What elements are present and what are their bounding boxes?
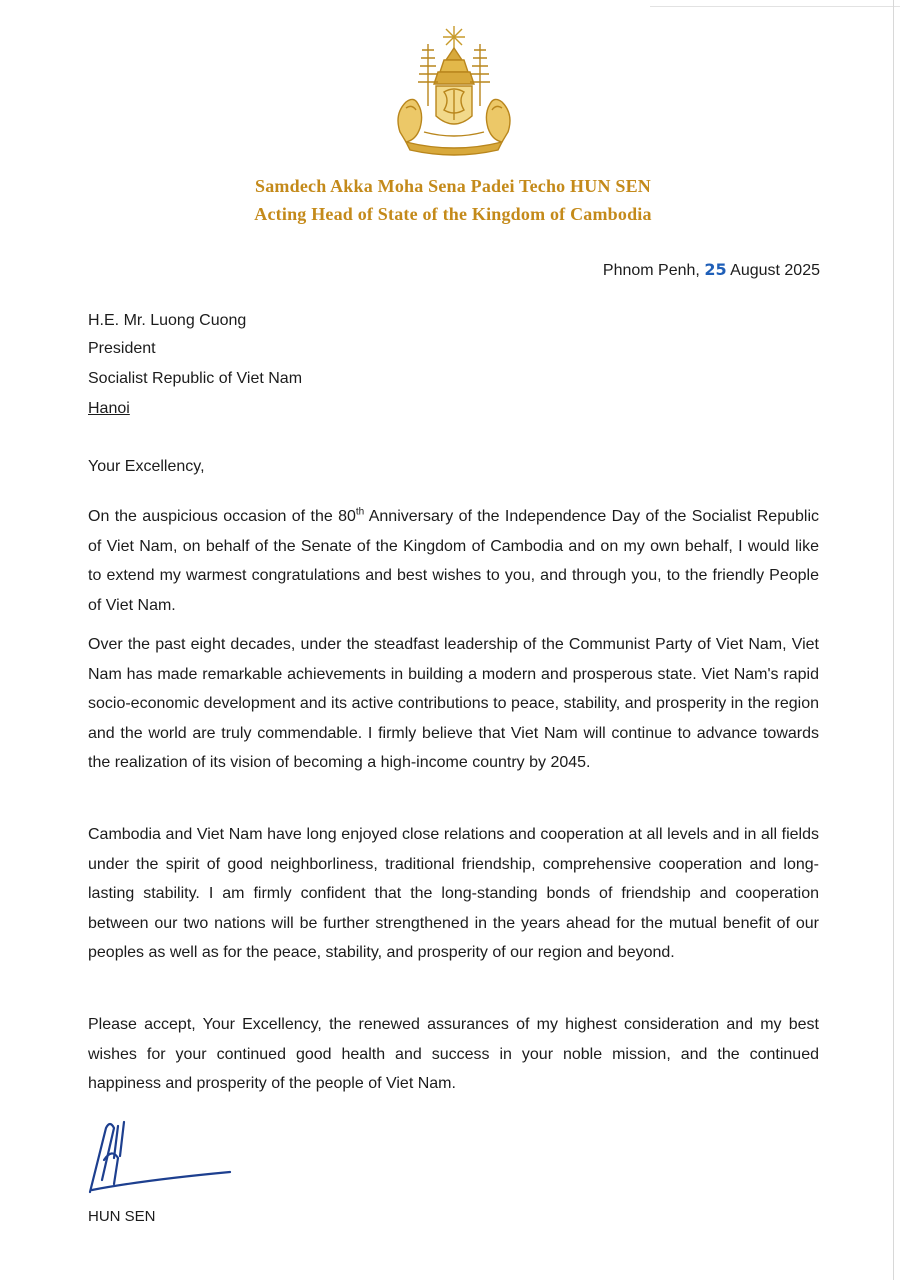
body-paragraph-4: Please accept, Your Excellency, the renewed assurances of my highest consideration and my best wishes for your continued good health and success in your noble mission, and the continued happiness and prosperity of the people of Viet Nam. bbox=[88, 1016, 819, 1092]
recipient-city: Hanoi bbox=[88, 400, 130, 417]
letterhead-title: Acting Head of State of the Kingdom of Cambodia bbox=[254, 204, 652, 224]
body-paragraph-2: Over the past eight decades, under the steadfast leadership of the Communist Party of Viet Nam, Viet Nam has made remarkable achievements in building a modern and prosperous state. Viet Nam's rapid socio-economic development and its active contributions to peace, stability, and prosperity in the region and the world are truly commendable. I firmly believe that Viet Nam will continue to advance towards the realization of its vision of becoming a high-income country by 2045. bbox=[88, 636, 819, 771]
handwritten-signature-icon bbox=[84, 1118, 244, 1202]
royal-emblem-icon bbox=[384, 24, 524, 158]
dateline-day: 25 bbox=[704, 260, 727, 279]
signer-name: HUN SEN bbox=[88, 1208, 156, 1225]
salutation: Your Excellency, bbox=[88, 458, 205, 475]
dateline-place: Phnom Penh, bbox=[602, 262, 700, 279]
recipient-country: Socialist Republic of Viet Nam bbox=[88, 370, 303, 387]
page-edge-top bbox=[650, 6, 900, 7]
p1-rest: Anniversary of the Independence Day of the Socialist Republic of Viet Nam, on behalf of the Senate of the Kingdom of Cambodia and on my own behalf, I would like to extend my warmest congratulations and best wishes to you, and through you, to the friendly People of Viet Nam. bbox=[88, 508, 820, 614]
recipient-name: H.E. Mr. Luong Cuong bbox=[88, 312, 247, 329]
body-paragraph-3: Cambodia and Viet Nam have long enjoyed close relations and cooperation at all levels and in all fields under the spirit of good neighborliness, traditional friendship, comprehensive cooperation and long-lasting stability. I am firmly confident that the long-standing bonds of friendship and cooperation between our two nations will be further strengthened in the years ahead for the mutual benefit of our peoples as well as for the peace, stability, and prosperity of our region and beyond. bbox=[88, 826, 819, 961]
recipient-title: President bbox=[88, 340, 156, 357]
p1-superscript: th bbox=[355, 506, 365, 518]
p1-start: On the auspicious occasion of the 80 bbox=[88, 508, 356, 525]
dateline-month-year: August 2025 bbox=[730, 262, 820, 279]
letterhead-name: Samdech Akka Moha Sena Padei Techo HUN SEN bbox=[255, 176, 651, 196]
body-paragraph-1 bbox=[88, 502, 819, 620]
dateline bbox=[603, 260, 820, 280]
